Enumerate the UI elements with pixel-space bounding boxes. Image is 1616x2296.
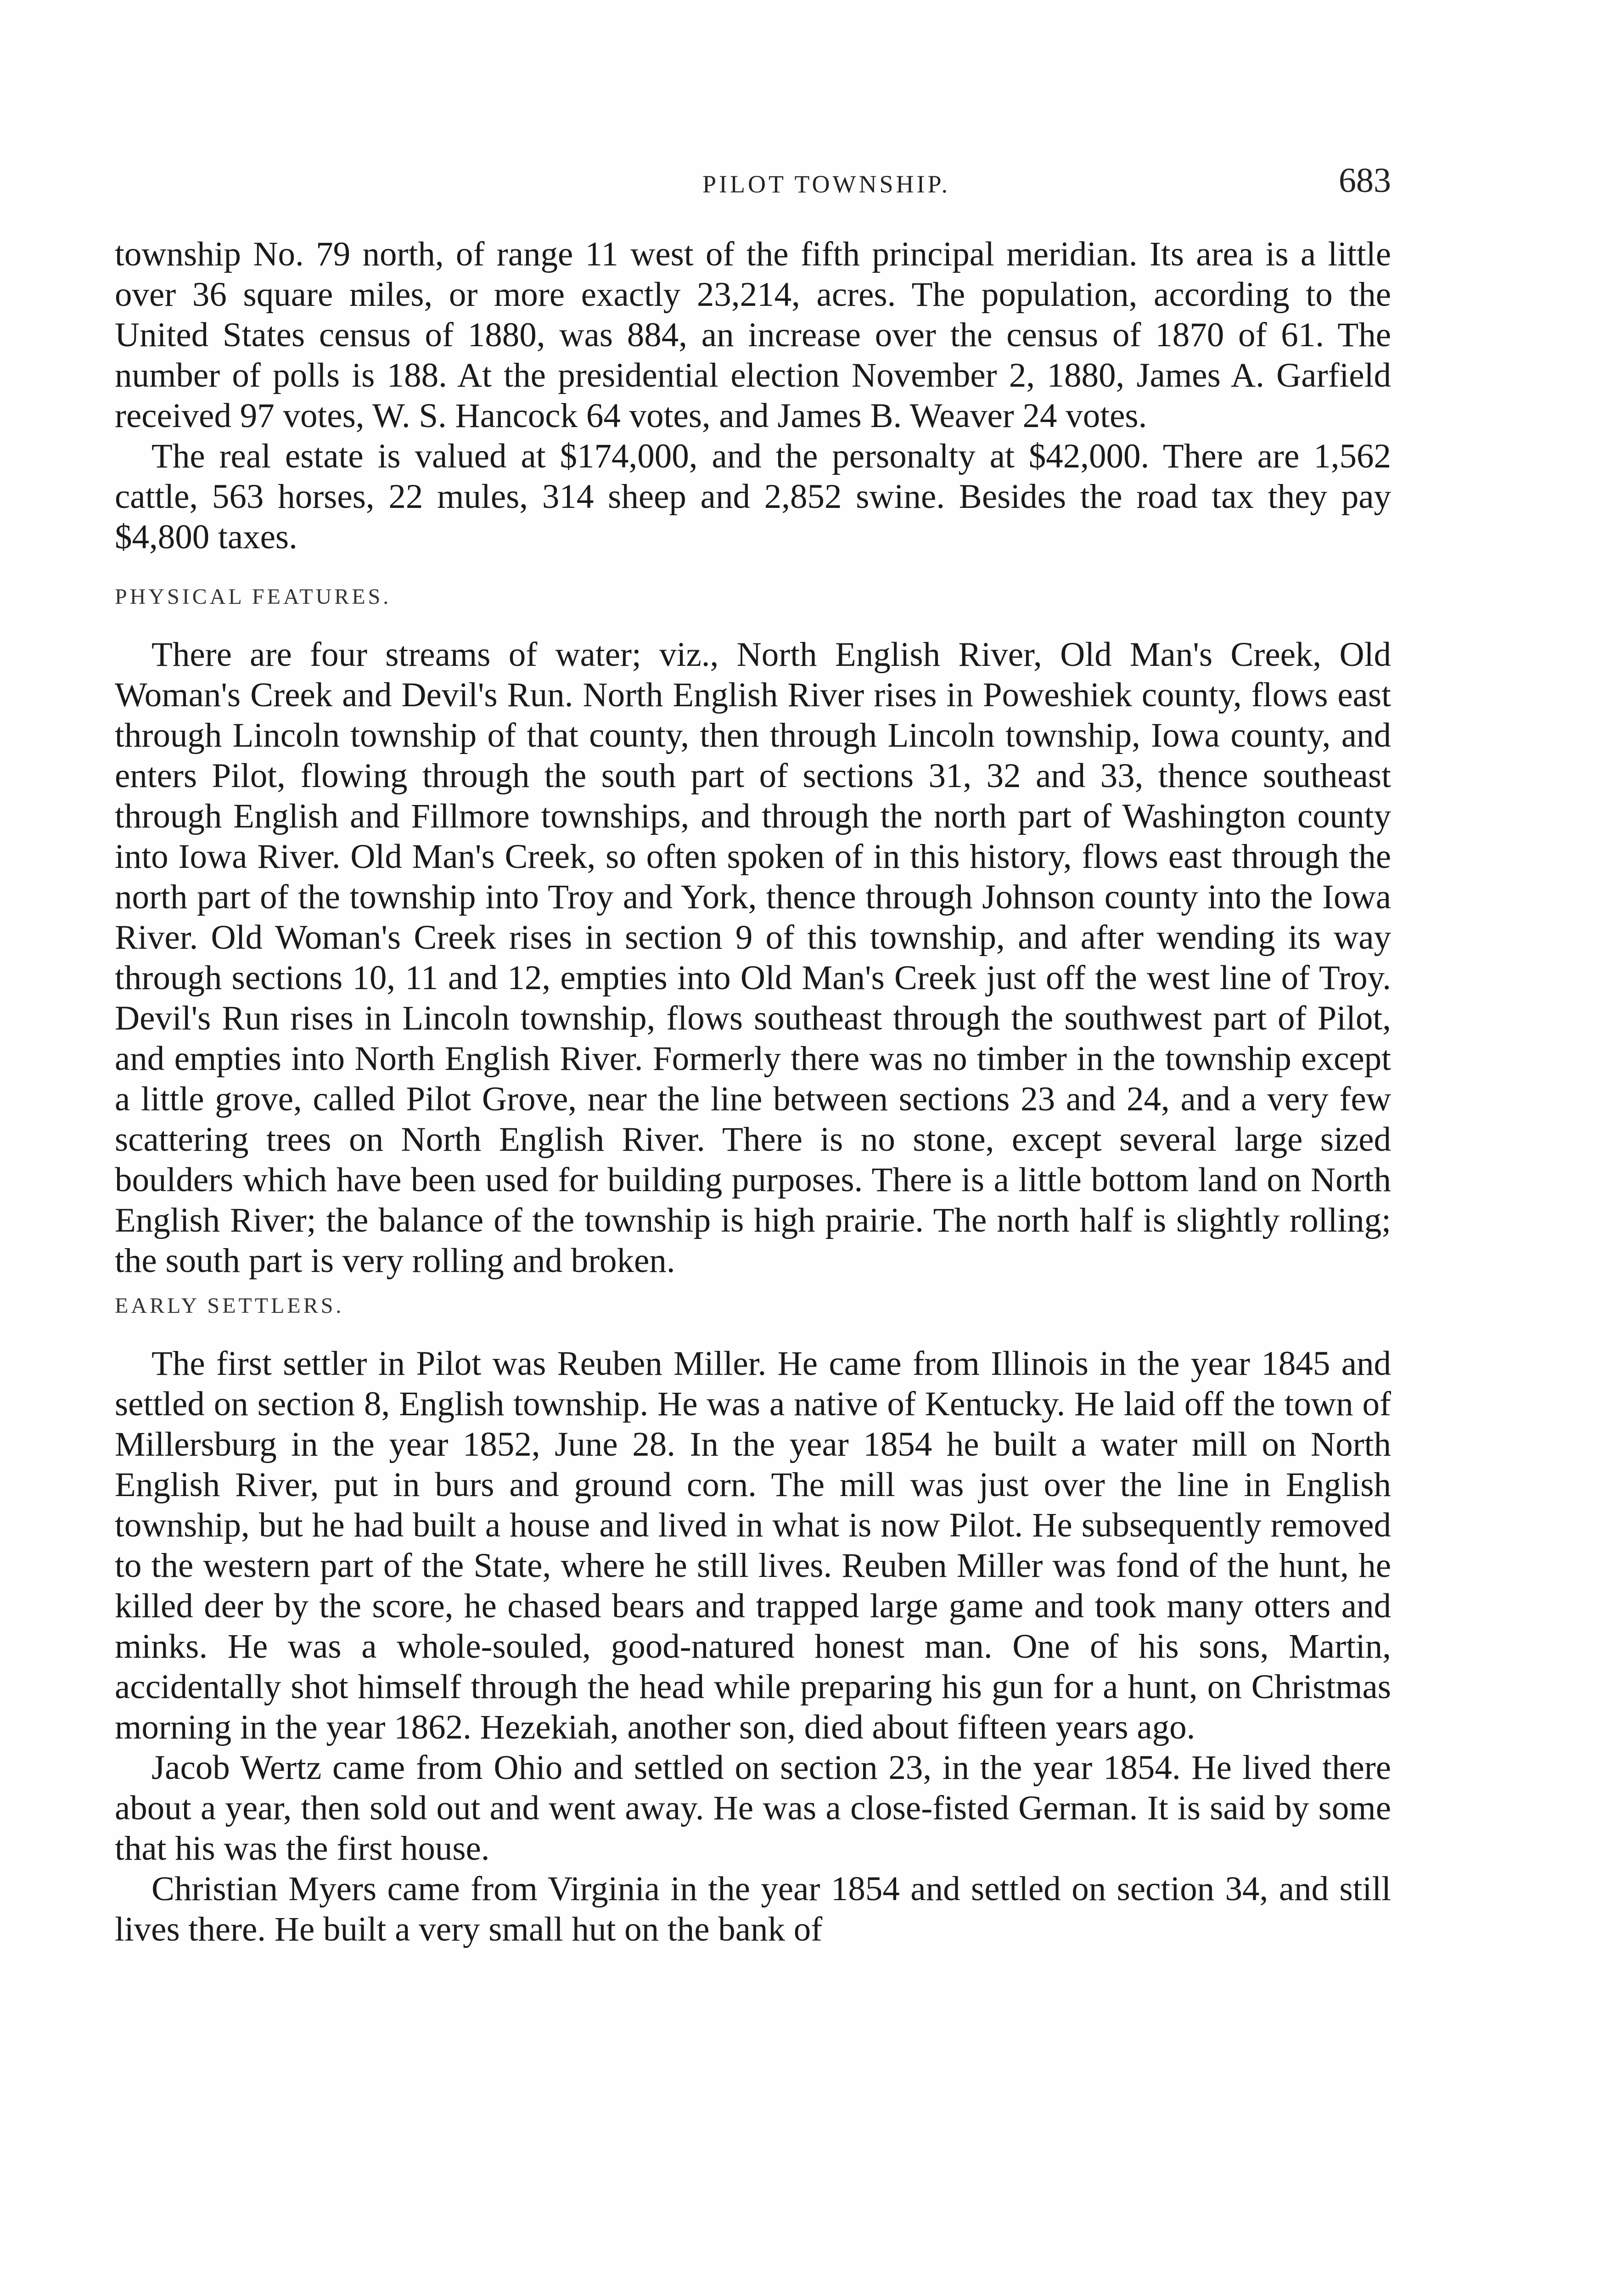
intro-paragraph: township No. 79 north, of range 11 west of the fifth principal meridian. Its area is a little over 36 square miles, or more exactly 23,214, acres. The population, according to the United States census of 1880, was 884, an increase over the census of 1870 of 61. The number of polls is 188. At the presidential election November 2, 1880, James A. Garfield received 97 votes, W. S. Hancock 64 votes, and James B. Weaver 24 votes. — [115, 235, 1391, 435]
running-title: PILOT TOWNSHIP. — [702, 170, 951, 198]
page-body — [115, 234, 1391, 1950]
section-heading-physical-features: PHYSICAL FEATURES. — [115, 585, 392, 609]
early-settlers-paragraph: Jacob Wertz came from Ohio and settled on section 23, in the year 1854. He lived there about a year, then sold out and went away. He was a close-fisted German. It is said by some that his was the first house. — [115, 1749, 1391, 1868]
physical-features-paragraph: There are four streams of water; viz., North English River, Old Man's Creek, Old Woman's Creek and Devil's Run. North English River rises in Poweshiek county, flows east through Lincoln township of that county, then through Lincoln township, Iowa county, and enters Pilot, flowing through the south part of sections 31, 32 and 33, thence southeast through English and Fillmore townships, and through the north part of Washington county into Iowa River. Old Man's Creek, so often spoken of in this history, flows east through the north part of the township into Troy and York, thence through Johnson county into the Iowa River. Old Woman's Creek rises in section 9 of this township, and after wending its way through sections 10, 11 and 12, empties into Old Man's Creek just off the west line of Troy. Devil's Run rises in Lincoln township, flows southeast through the southwest part of Pilot, and empties into North English River. Formerly there was no timber in the township except a little grove, called Pilot Grove, near the line between sections 23 and 24, and a very few scattering trees on North English River. There is no stone, except several large sized boulders which have been used for building purposes. There is a little bottom land on North English River; the balance of the township is high prairie. The north half is slightly rolling; the south part is very rolling and broken. — [115, 636, 1391, 1280]
early-settlers-paragraph: The first settler in Pilot was Reuben Miller. He came from Illinois in the year 1845 and settled on section 8, English township. He was a native of Kentucky. He laid off the town of Millersburg in the year 1852, June 28. In the year 1854 he built a water mill on North English River, put in burs and ground corn. The mill was just over the line in English township, but he had built a house and lived in what is now Pilot. He subsequently removed to the western part of the State, where he still lives. Reuben Miller was fond of the hunt, he killed deer by the score, he chased bears and trapped large game and took many otters and minks. He was a whole-souled, good-natured honest man. One of his sons, Martin, accidentally shot himself through the head while preparing his gun for a hunt, on Christmas morning in the year 1862. Hezekiah, another son, died about fifteen years ago. — [115, 1345, 1391, 1746]
intro-paragraph: The real estate is valued at $174,000, and the personalty at $42,000. There are 1,562 cattle, 563 horses, 22 mules, 314 sheep and 2,852 swine. Besides the road tax they pay $4,800 taxes. — [115, 437, 1391, 556]
section-heading-early-settlers: EARLY SETTLERS. — [115, 1294, 344, 1318]
early-settlers-paragraph: Christian Myers came from Virginia in the year 1854 and settled on section 34, and still lives there. He built a very small hut on the bank of — [115, 1870, 1391, 1948]
page-number: 683 — [1339, 161, 1391, 200]
